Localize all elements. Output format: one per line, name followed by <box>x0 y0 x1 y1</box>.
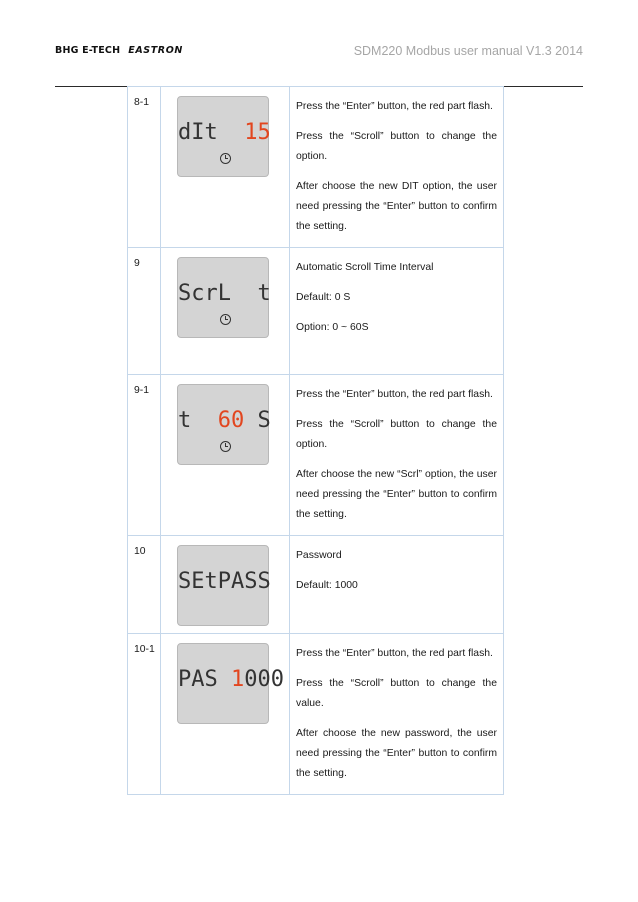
company-logo <box>55 45 183 56</box>
description-paragraph: Automatic Scroll Time Interval <box>296 262 434 273</box>
description <box>290 536 503 596</box>
table-row <box>128 375 504 536</box>
description-paragraph: Press the “Scroll” button to change the value. <box>296 678 497 709</box>
lcd-display <box>177 384 269 465</box>
table-row <box>128 87 504 248</box>
table-row <box>128 634 504 795</box>
description <box>290 87 503 237</box>
lcd-cell <box>161 536 290 634</box>
lcd-cell <box>161 375 290 536</box>
description-cell <box>290 375 504 536</box>
description-cell <box>290 87 504 248</box>
description-paragraph: Press the “Scroll” button to change the option. <box>296 131 497 162</box>
lcd-display <box>177 643 284 724</box>
clock-icon <box>220 441 231 452</box>
description <box>290 634 503 784</box>
lcd-readout <box>178 281 271 307</box>
lcd-cell <box>161 87 290 248</box>
lcd-flashing-segment: 1 <box>230 667 245 692</box>
description-cell <box>290 634 504 795</box>
lcd-readout <box>178 667 284 693</box>
description-paragraph: Press the “Enter” button, the red part flash. <box>296 101 493 112</box>
description-paragraph: Press the “Scroll” button to change the option. <box>296 419 497 450</box>
lcd-flashing-segment: 15 <box>244 120 271 145</box>
step-number-cell <box>128 536 161 634</box>
description-cell <box>290 248 504 375</box>
table-row <box>128 536 504 634</box>
step-number-cell <box>128 87 161 248</box>
description-paragraph: Press the “Enter” button, the red part flash. <box>296 389 493 400</box>
settings-table <box>127 86 504 795</box>
step-number-cell <box>128 634 161 795</box>
lcd-display <box>177 96 269 177</box>
lcd-flashing-segment: 60 <box>217 408 245 433</box>
description-paragraph: Password <box>296 550 342 561</box>
lcd-cell <box>161 248 290 375</box>
lcd-segment: S <box>244 408 271 433</box>
description-paragraph: Press the “Enter” button, the red part flash. <box>296 648 493 659</box>
description <box>290 248 503 338</box>
description-cell <box>290 536 504 634</box>
lcd-display <box>177 257 269 338</box>
clock-icon <box>220 153 231 164</box>
clock-icon <box>220 314 231 325</box>
step-number-cell <box>128 248 161 375</box>
document-title: SDM220 Modbus user manual V1.3 2014 <box>353 44 583 58</box>
lcd-segment: 000 <box>244 667 284 692</box>
step-number: 9-1 <box>134 385 150 396</box>
description-paragraph: Default: 0 S <box>296 292 351 303</box>
lcd-readout <box>178 569 271 595</box>
step-number: 10 <box>134 546 146 557</box>
lcd-segment: dIt <box>178 120 245 145</box>
lcd-cell <box>161 634 290 795</box>
table-row <box>128 248 504 375</box>
description <box>290 375 503 525</box>
description-paragraph: Default: 1000 <box>296 580 358 591</box>
step-number-cell <box>128 375 161 536</box>
step-number: 10-1 <box>134 644 155 655</box>
lcd-readout <box>178 408 271 434</box>
description-paragraph: Option: 0 ~ 60S <box>296 322 369 333</box>
settings-table-body <box>128 87 504 795</box>
lcd-segment: SEtPASS <box>178 569 271 594</box>
description-paragraph: After choose the new DIT option, the user need pressing the “Enter” button to confirm the setting. <box>296 181 497 232</box>
lcd-readout <box>178 120 271 146</box>
page-header <box>55 44 583 60</box>
logo-bhg: BHG E-TECH <box>55 45 121 56</box>
step-number: 8-1 <box>134 97 150 108</box>
description-paragraph: After choose the new password, the user need pressing the “Enter” button to confirm the setting. <box>296 728 497 779</box>
lcd-segment: t <box>178 408 218 433</box>
lcd-segment: ScrL t <box>178 281 271 306</box>
lcd-segment: PAS <box>178 667 231 692</box>
lcd-display <box>177 545 269 626</box>
description-paragraph: After choose the new “Scrl” option, the user need pressing the “Enter” button to confirm the setting. <box>296 469 497 520</box>
step-number: 9 <box>134 258 140 269</box>
logo-eastron: EASTRON <box>128 45 183 56</box>
